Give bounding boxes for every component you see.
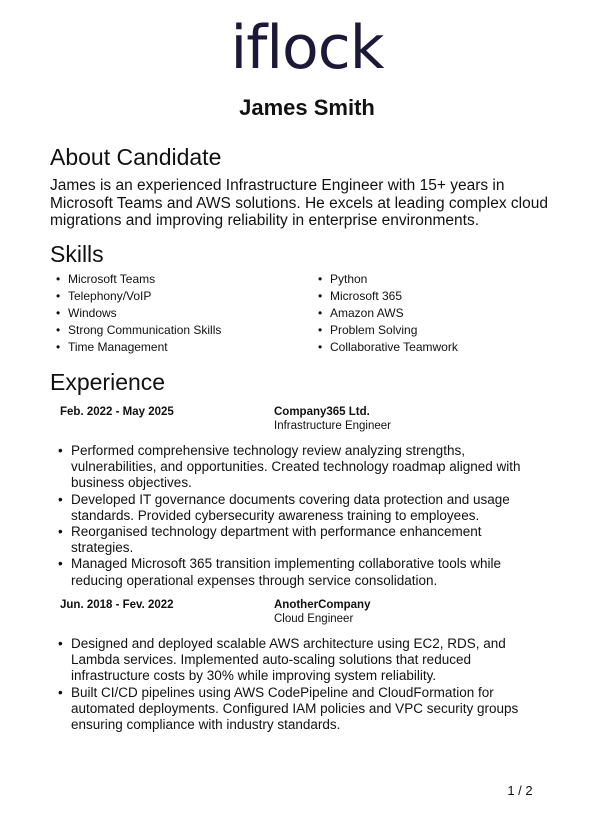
skill-item: • Microsoft Teams (56, 271, 296, 288)
job-bullets (56, 443, 546, 589)
job-bullet: • Designed and deployed scalable AWS architecture using EC2, RDS, and Lambda services. Implemented auto-scaling solutions that reduced infrastructure costs by 30% while improving system reliability. (56, 636, 546, 685)
skill-item: • Collaborative Teamwork (318, 339, 558, 356)
skills-heading: Skills (50, 241, 104, 267)
about-text: James is an experienced Infrastructure Engineer with 15+ years in Microsoft Teams and AWS solutions. He excels at leading complex cloud migrations and improving reliability in enterprise environments. (50, 177, 548, 229)
job-bullet: • Reorganised technology department with performance enhancement strategies. (56, 524, 546, 556)
skill-item: • Problem Solving (318, 322, 558, 339)
skill-item: • Python (318, 271, 558, 288)
skill-item: • Telephony/VoIP (56, 288, 296, 305)
candidate-name: James Smith (239, 95, 375, 120)
job-bullet: • Performed comprehensive technology review analyzing strengths, vulnerabilities, and opportunities. Created technology roadmap aligned with business objectives. (56, 443, 546, 492)
job-bullet: • Managed Microsoft 365 transition implementing collaborative tools while reducing operational expenses through service consolidation. (56, 556, 546, 588)
skills-list-left (56, 271, 296, 356)
skill-item: • Time Management (56, 339, 296, 356)
experience-heading: Experience (50, 369, 166, 395)
job-bullet: • Built CI/CD pipelines using AWS CodePipeline and CloudFormation for automated deployments. Configured IAM policies and VPC security groups ensuring compliance with industry standards. (56, 685, 546, 734)
job-bullet: • Developed IT governance documents covering data protection and usage standards. Provided cybersecurity awareness training to employees. (56, 492, 546, 524)
job-dates: Feb. 2022 - May 2025 (60, 406, 174, 418)
skill-item: • Amazon AWS (318, 305, 558, 322)
job-role: Cloud Engineer (274, 613, 354, 625)
skill-item: • Microsoft 365 (318, 288, 558, 305)
skills-list-right (318, 271, 558, 356)
job-role: Infrastructure Engineer (274, 420, 391, 432)
page-number: 1 / 2 (507, 783, 533, 798)
job-dates: Jun. 2018 - Fev. 2022 (60, 599, 174, 611)
skill-item: • Windows (56, 305, 296, 322)
company-logo: iflock (230, 13, 384, 83)
job-company: Company365 Ltd. (274, 406, 370, 418)
skill-item: • Strong Communication Skills (56, 322, 296, 339)
about-heading: About Candidate (50, 144, 222, 170)
job-bullets (56, 636, 546, 733)
job-company: AnotherCompany (274, 599, 371, 611)
